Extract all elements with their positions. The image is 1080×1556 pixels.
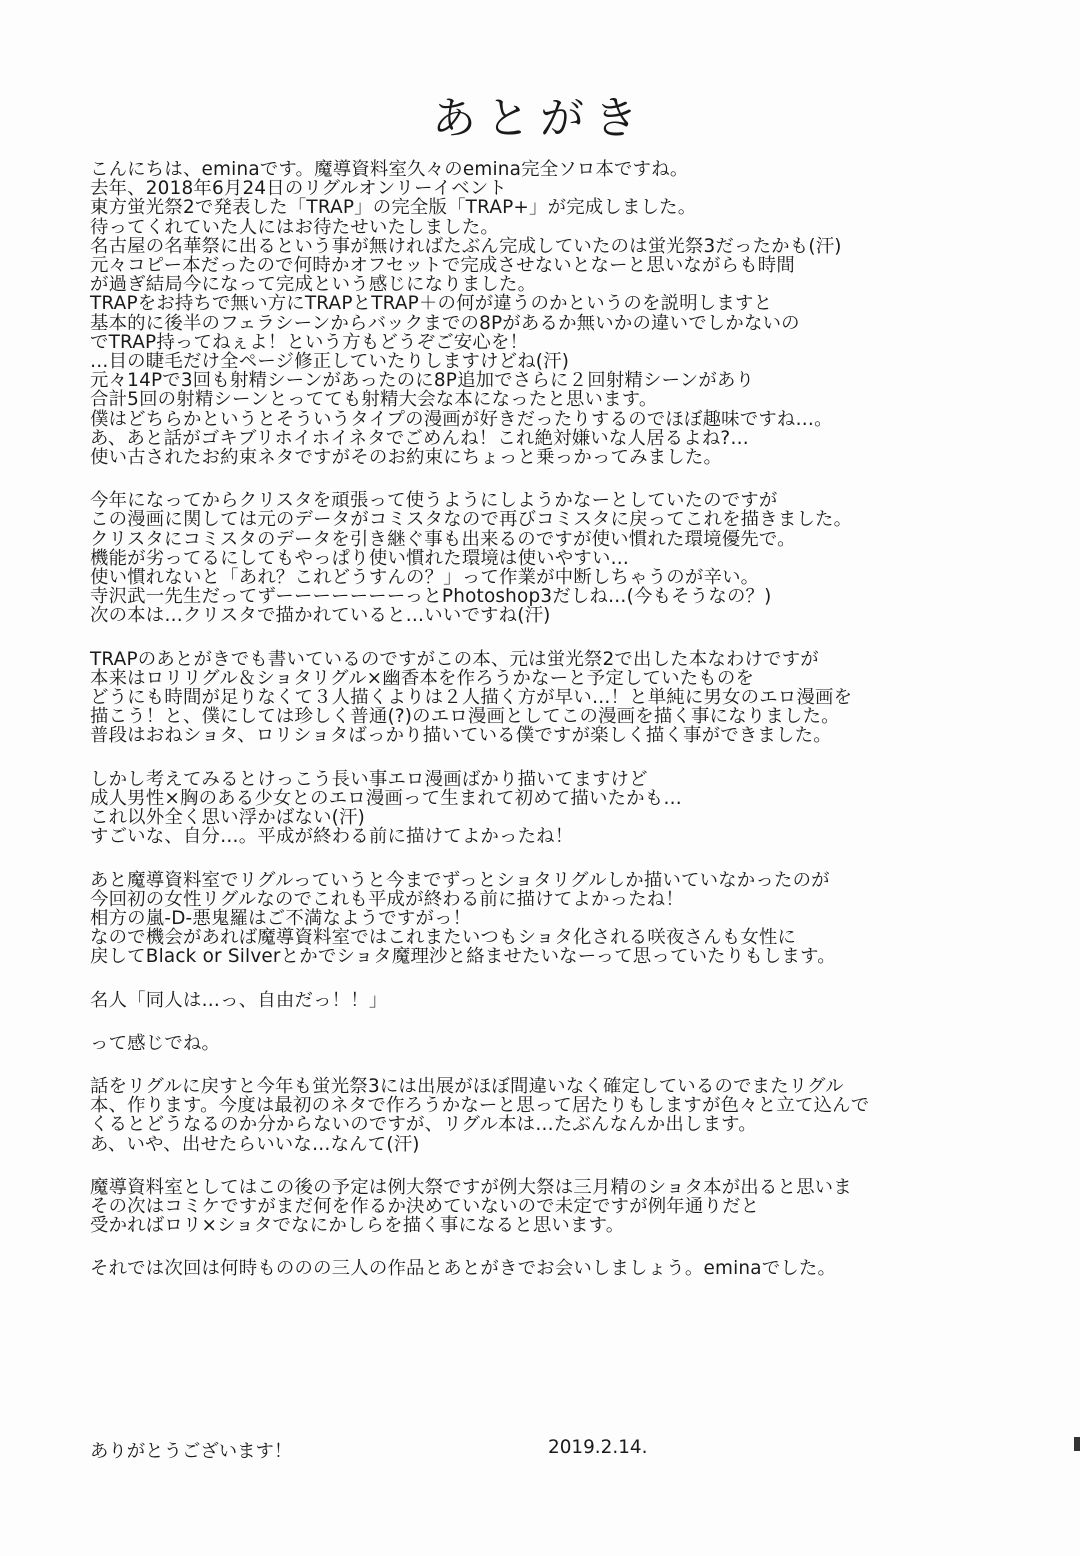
- text-line: 名古屋の名華祭に出るという事が無ければたぶん完成していたのは蛍光祭3だったかも(汗): [90, 235, 842, 257]
- text-line: あ、いや、出せたらいいな…なんて(汗): [90, 1133, 420, 1155]
- text-line: 魔導資料室としてはこの後の予定は例大祭ですが例大祭は三月精のショタ本が出ると思いま: [90, 1176, 852, 1198]
- text-line: が過ぎ結局今になって完成という感じになりました。: [90, 274, 537, 296]
- text-line: 機能が劣ってるにしてもやっぱり使い慣れた環境は使いやすい…: [90, 547, 630, 569]
- text-line: 待ってくれていた人にはお待たせいたしました。: [90, 216, 499, 238]
- text-line: あ、あと話がゴキブリホイホイネタでごめんね！これ絶対嫌いな人居るよね?…: [90, 427, 749, 449]
- text-line: 普段はおねショタ、ロリショタばっかり描いている僕ですが楽しく描く事ができました。: [90, 725, 832, 747]
- text-line: 成人男性×胸のある少女とのエロ漫画って生まれて初めて描いたかも…: [90, 787, 682, 809]
- text-line: TRAPのあとがきでも書いているのですがこの本、元は蛍光祭2で出した本なわけですが: [90, 648, 819, 670]
- text-line: …目の睫毛だけ全ページ修正していたりしますけどね(汗): [90, 351, 570, 373]
- text-line: 去年、2018年6月24日のリグルオンリーイベント: [90, 178, 508, 200]
- text-line: 描こう！と、僕にしては珍しく普通(?)のエロ漫画としてこの漫画を描く事になりました。: [90, 706, 840, 728]
- text-line: 僕はどちらかというとそういうタイプの漫画が好きだったりするのでほぼ趣味ですね…。: [90, 408, 833, 430]
- text-line: これ以外全く思い浮かばない(汗): [90, 807, 366, 829]
- signoff-text: ありがとうございます！: [90, 1441, 293, 1462]
- text-line: どうにも時間が足りなくて３人描くよりは２人描く方が早い…！と単純に男女のエロ漫画を: [90, 687, 853, 709]
- paragraph: [90, 1077, 1020, 1154]
- paragraph: [90, 1178, 1020, 1236]
- text-line: 本来はロリリグル＆ショタリグル×幽香本を作ろうかなーと予定していたものを: [90, 667, 755, 689]
- text-line: 使い古されたお約束ネタですがそのお約束にちょっと乗っかってみました。: [90, 447, 723, 469]
- text-line: 合計5回の射精シーンとってても射精大会な本になったと思います。: [90, 389, 658, 411]
- text-line: 基本的に後半のフェラシーンからバックまでの8Pがあるか無いかの違いでしかないの: [90, 312, 800, 334]
- text-line: 使い慣れないと「あれ？これどうすんの？」って作業が中断しちゃうのが辛い。: [90, 567, 760, 589]
- text-line: 元々14Pで3回も射精シーンがあったのに8P追加でさらに２回射精シーンがあり: [90, 370, 755, 392]
- text-line: しかし考えてみるとけっこう長い事エロ漫画ばかり描いてますけど: [90, 768, 648, 790]
- paragraph: [90, 650, 1020, 746]
- text-line: この漫画に関しては元のデータがコミスタなので再びコミスタに戻ってこれを描きました。: [90, 509, 853, 531]
- text-line: 今回初の女性リグルなのでこれも平成が終わる前に描けてよかったね！: [90, 888, 684, 910]
- paragraph: [90, 770, 1020, 847]
- text-line: でTRAP持ってねぇよ！という方もどうぞご安心を！: [90, 331, 529, 353]
- text-line: 元々コピー本だったので何時かオフセットで完成させないとなーと思いながらも時間: [90, 255, 795, 277]
- page-edge-mark: [1074, 1437, 1080, 1451]
- text-line: あと魔導資料室でリグルっていうと今までずっとショタリグルしか描いていなかったのが: [90, 869, 830, 891]
- text-line: 話をリグルに戻すと今年も蛍光祭3には出展がほぼ間違いなく確定しているのでまたリグル: [90, 1075, 844, 1097]
- text-line: 受かればロリ×ショタでなにかしらを描く事になると思います。: [90, 1215, 625, 1237]
- text-line: 寺沢武一先生だってずーーーーーーーっとPhotoshop3だしね…(今もそうなの？): [90, 586, 772, 608]
- afterword-body: [90, 160, 1020, 1303]
- text-line: TRAPをお持ちで無い方にTRAPとTRAP＋の何が違うのかというのを説明しますと: [90, 293, 773, 315]
- text-line: 東方蛍光祭2で発表した「TRAP」の完全版「TRAP+」が完成しました。: [90, 197, 697, 219]
- text-line: その次はコミケですがまだ何を作るか決めていないので未定ですが例年通りだと: [90, 1195, 760, 1217]
- text-line: それでは次回は何時もののの三人の作品とあとがきでお会いしましょう。eminaでした。: [90, 1258, 837, 1280]
- paragraph: [90, 491, 1020, 625]
- text-line: 戻してBlack or Silverとかでショタ魔理沙と絡ませたいなーって思っていたりもします。: [90, 946, 836, 968]
- text-line: 今年になってからクリスタを頑張って使うようにしようかなーとしていたのですが: [90, 490, 778, 512]
- text-line: くるとどうなるのか分からないのですが、リグル本は…たぶんなんか出します。: [90, 1114, 757, 1136]
- text-line: クリスタにコミスタのデータを引き継ぐ事も出来るのですが使い慣れた環境優先で。: [90, 528, 796, 550]
- paragraph: [90, 1259, 1020, 1278]
- text-line: こんにちは、eminaです。魔導資料室久々のemina完全ソロ本ですね。: [90, 159, 689, 180]
- paragraph: [90, 160, 1020, 467]
- paragraph: [90, 1034, 1020, 1053]
- text-line: って感じでね。: [90, 1032, 221, 1054]
- date-text: 2019.2.14.: [548, 1437, 648, 1458]
- paragraph: [90, 991, 1020, 1010]
- text-line: なので機会があれば魔導資料室ではこれまたいつもショタ化される咲夜さんも女性に: [90, 927, 797, 949]
- paragraph: [90, 871, 1020, 967]
- text-line: 名人「同人は…っ、自由だっ！！」: [90, 989, 388, 1011]
- text-line: すごいな、自分…。平成が終わる前に描けてよかったね！: [90, 826, 574, 848]
- text-line: 相方の嵐-D-悪鬼羅はご不満なようですがっ！: [90, 907, 472, 929]
- page-title: あとがき: [432, 93, 648, 144]
- text-line: 次の本は…クリスタで描かれていると…いいですね(汗): [90, 605, 551, 627]
- text-line: 本、作ります。今度は最初のネタで作ろうかなーと思って居たりもしますが色々と立て込んで: [90, 1095, 870, 1117]
